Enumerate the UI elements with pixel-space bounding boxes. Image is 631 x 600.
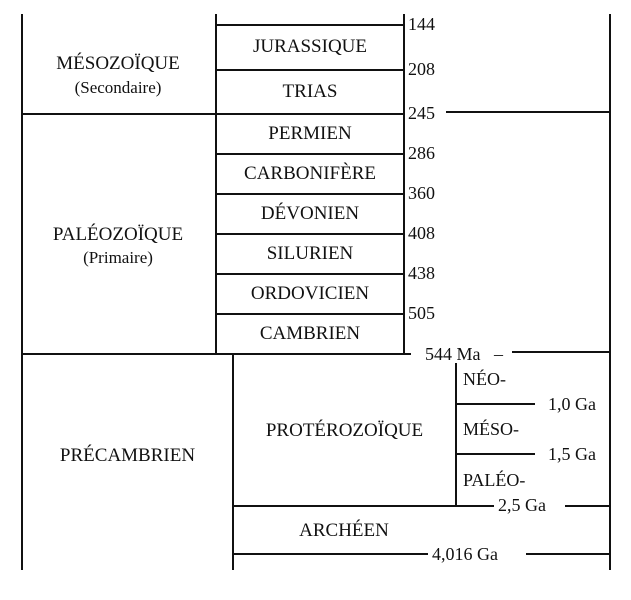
boundary-408: 408 [408, 223, 435, 243]
boundary-1-0-tick [455, 403, 535, 405]
period-silurien: SILURIEN [266, 243, 354, 264]
paleozoique-precambrien-divider [21, 353, 411, 355]
boundary-360: 360 [408, 183, 435, 203]
row-line [215, 313, 405, 315]
subdivision-neo: NÉO- [463, 369, 506, 389]
period-trias: TRIAS [282, 81, 338, 102]
archeen-bottom-left [232, 553, 428, 555]
period-ordovicien: ORDOVICIEN [250, 283, 370, 304]
proterozoique-archeen-divider [232, 505, 494, 507]
period-cambrien: CAMBRIEN [259, 323, 361, 344]
mesozoique-paleozoique-divider [21, 113, 405, 115]
boundary-1-5-ga: 1,5 Ga [548, 444, 596, 464]
proterozoique-divider [455, 355, 457, 507]
boundary-4-016-ga: 4,016 Ga [432, 544, 498, 564]
boundary-505: 505 [408, 303, 435, 323]
boundary-544-dash: – [494, 344, 503, 364]
row-line [215, 69, 405, 71]
boundary-286: 286 [408, 143, 435, 163]
row-line [215, 273, 405, 275]
era-mesozoique-alias: (Secondaire) [74, 78, 162, 97]
boundary-144: 144 [408, 14, 435, 34]
period-carbonifere: CARBONIFÈRE [244, 163, 376, 184]
eon-proterozoique: PROTÉROZOÏQUE [265, 420, 424, 441]
boundary-245-extension [446, 111, 611, 113]
row-line [215, 233, 405, 235]
row-line [215, 153, 405, 155]
periods-right-border [403, 14, 405, 355]
boundary-2-5-ga: 2,5 Ga [498, 495, 546, 515]
subdivision-paleo: PALÉO- [463, 470, 526, 490]
right-border [609, 14, 611, 570]
eon-archeen: ARCHÉEN [299, 520, 389, 541]
era-precambrien: PRÉCAMBRIEN [59, 445, 196, 466]
boundary-544-extension [512, 351, 611, 353]
boundary-1-0-ga: 1,0 Ga [548, 394, 596, 414]
top-line [215, 24, 405, 26]
archeen-bottom-right [526, 553, 611, 555]
period-devonien: DÉVONIEN [260, 203, 360, 224]
boundary-544: 544 Ma [425, 344, 481, 364]
era-paleozoique-alias: (Primaire) [83, 248, 153, 267]
boundary-1-5-tick [455, 453, 535, 455]
boundary-438: 438 [408, 263, 435, 283]
era-mesozoique: MÉSOZOÏQUE [56, 53, 180, 74]
boundary-208: 208 [408, 59, 435, 79]
period-jurassique: JURASSIQUE [252, 36, 368, 57]
boundary-2-5-extension [565, 505, 611, 507]
boundary-245: 245 [408, 103, 435, 123]
subdivision-meso: MÉSO- [463, 419, 520, 439]
period-permien: PERMIEN [268, 123, 352, 144]
era-paleozoique: PALÉOZOÏQUE [52, 224, 184, 245]
left-border [21, 14, 23, 570]
row-line [215, 193, 405, 195]
periods-left-border [215, 14, 217, 355]
